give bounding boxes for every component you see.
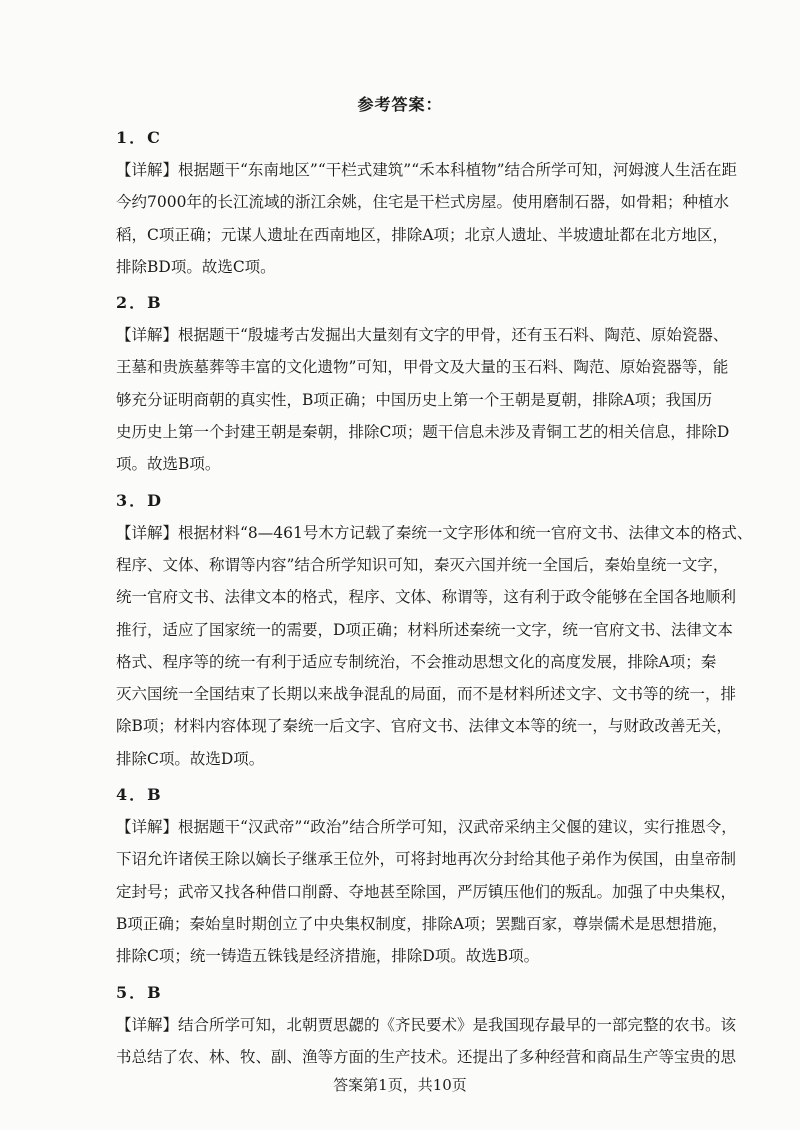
- question-number: 5．B: [116, 982, 163, 1002]
- text-line: 【详解】结合所学可知，北朝贾思勰的《齐民要术》是我国现存最早的一部完整的农书。该: [116, 1015, 737, 1034]
- explanation-text: [116, 811, 737, 972]
- text-line: B项正确；秦始皇时期创立了中央集权制度，排除A项；罢黜百家，尊崇儒术是思想措施，: [116, 914, 728, 933]
- text-line: 定封号；武帝又找各种借口削爵、夺地甚至除国，严厉镇压他们的叛乱。加强了中央集权，: [116, 882, 737, 901]
- text-line: 除B项；材料内容体现了秦统一后文字、官府文书、法律文本等的统一，与财政改善无关，: [116, 717, 732, 736]
- text-line: 排除C项；统一铸造五铢钱是经济措施，排除D项。故选B项。: [116, 947, 540, 966]
- text-line: 推行，适应了国家统一的需要，D项正确；材料所述秦统一文字，统一官府文书、法律文本: [116, 620, 733, 639]
- text-line: 【详解】根据题干“汉武帝”“政治”结合所学可知，汉武帝采纳主父偃的建议，实行推恩令，: [116, 818, 737, 837]
- question-number: 4．B: [116, 785, 163, 805]
- question-number: 2．B: [116, 293, 163, 313]
- text-line: 排除C项。故选D项。: [116, 749, 265, 768]
- text-line: 下诏允许诸侯王除以嫡长子继承王位外，可将封地再次分封给其他子弟作为侯国，由皇帝制: [116, 850, 737, 869]
- page-title: 参考答案：: [357, 95, 443, 114]
- question-block-5: [116, 977, 737, 1074]
- text-line: 统一官府文书、法律文本的格式，程序、文体、称谓等，这有利于政令能够在全国各地顺利: [116, 588, 737, 607]
- question-block-4: [116, 779, 737, 972]
- text-line: 【详解】根据材料“8—461号木方记载了秦统一文字形体和统一官府文书、法律文本的格式、: [116, 523, 753, 542]
- question-block-1: [116, 122, 738, 283]
- text-line: 排除BD项。故选C项。: [116, 257, 276, 276]
- text-line: 灭六国统一全国结束了长期以来战争混乱的局面，而不是材料所述文字、文书等的统一，排: [116, 685, 737, 704]
- page-footer: 答案第1页，共10页: [333, 1076, 467, 1094]
- text-line: 书总结了农、林、牧、副、渔等方面的生产技术。还提出了多种经营和商品生产等宝贵的思: [116, 1047, 737, 1066]
- explanation-text: [116, 154, 738, 283]
- text-line: 【详解】根据题干“殷墟考古发掘出大量刻有文字的甲骨，还有玉石料、陶范、原始瓷器、: [116, 326, 729, 345]
- explanation-text: [116, 1009, 737, 1074]
- text-line: 项。故选B项。: [116, 455, 221, 474]
- question-block-3: [116, 485, 753, 775]
- text-line: 史历史上第一个封建王朝是秦朝，排除C项；题干信息未涉及青铜工艺的相关信息，排除D: [116, 423, 730, 442]
- text-line: 【详解】根据题干“东南地区”“干栏式建筑”“禾本科植物”结合所学可知，河姆渡人生活在距: [116, 161, 738, 179]
- explanation-text: [116, 517, 753, 775]
- text-line: 王墓和贵族墓葬等丰富的文化遗物”可知，甲骨文及大量的玉石料、陶范、原始瓷器等，能: [116, 358, 729, 377]
- question-number: 3．D: [116, 490, 164, 510]
- explanation-text: [116, 319, 730, 480]
- text-line: 够充分证明商朝的真实性，B项正确；中国历史上第一个王朝是夏朝，排除A项；我国历: [116, 390, 713, 409]
- text-line: 稻，C项正确；元谋人遗址在西南地区，排除A项；北京人遗址、半坡遗址都在北方地区，: [116, 225, 729, 244]
- question-number: 1．C: [116, 128, 162, 147]
- text-line: 程序、文体、称谓等内容”结合所学知识可知，秦灭六国并统一全国后，秦始皇统一文字，: [116, 555, 729, 574]
- answer-list: [116, 118, 753, 1073]
- text-line: 今约7000年的长江流域的浙江余姚，住宅是干栏式房屋。使用磨制石器，如骨耜；种植水: [116, 193, 729, 212]
- text-line: 格式、程序等的统一有利于适应专制统治，不会推动思想文化的高度发展，排除A项；秦: [116, 652, 717, 671]
- question-block-2: [116, 287, 730, 480]
